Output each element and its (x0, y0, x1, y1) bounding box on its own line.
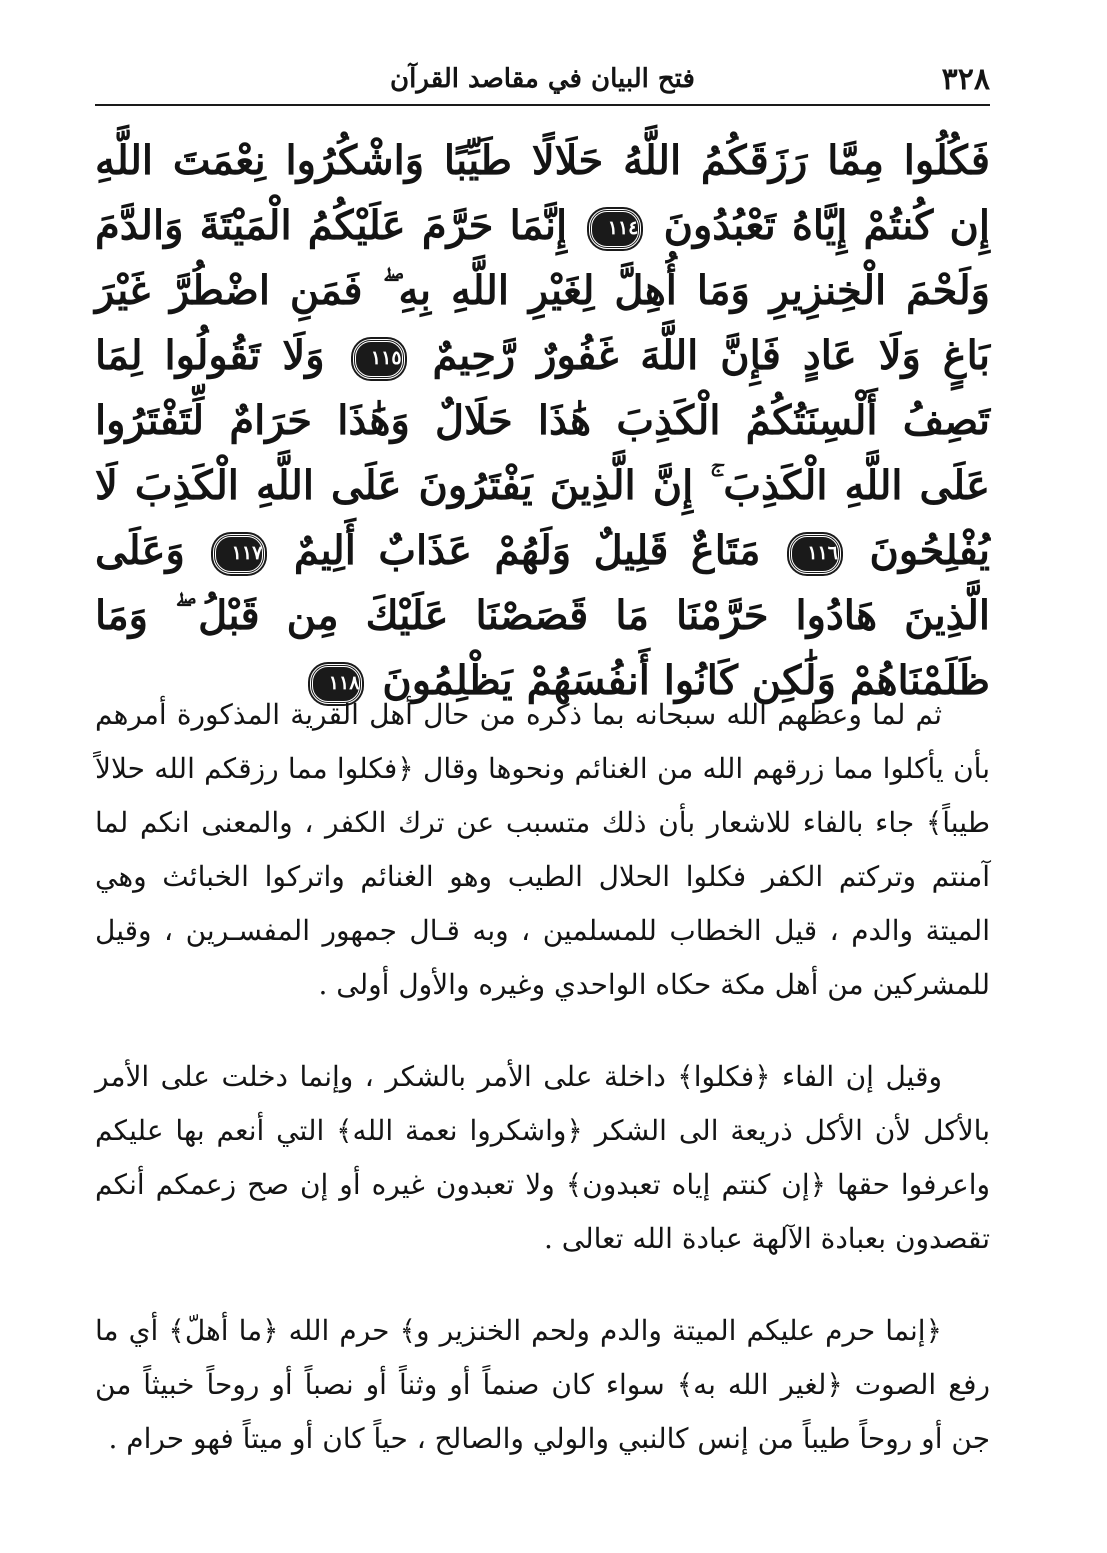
verse-text: وَلَا تَقُولُوا لِمَا تَصِفُ أَلْسِنَتُكُمُ الْكَذِبَ هَٰذَا حَلَالٌ وَهَٰذَا حَرَامٌ لِّتَفْتَرُوا عَلَى اللَّهِ الْكَذِبَ ۚ إِنَّ الَّذِينَ يَفْتَرُونَ عَلَى اللَّهِ الْكَذِبَ لَا يُفْلِحُونَ (95, 332, 990, 574)
ayah-number-marker: ١١٧ (213, 534, 265, 574)
commentary-text: ثم لما وعظهم الله سبحانه بما ذكره من حال أهل القرية المذكورة أمرهم بأن يأكلوا مما زرقهم الله من الغنائم ونحوها وقال ﴿فكلوا مما رزقكم الله حلالاً طيباً﴾ جاء بالفاء للاشعار بأن ذلك متسبب عن ترك الكفر ، والمعنى انكم لما آمنتم وتركتم الكفر فكلوا الحلال الطيب وهو الغنائم واتركوا الخبائث وهي الميتة والدم ، قيل الخطاب للمسلمين ، وبه قـال جمهور المفسـرين ، وقيل للمشركين من أهل مكة حكاه الواحدي وغيره والأول أولى . (95, 698, 990, 1001)
commentary-text: ﴿إنما حرم عليكم الميتة والدم ولحم الخنزير و﴾ حرم الله ﴿ما أهلّ﴾ أي ما رفع الصوت ﴿لغير الله به﴾ سواء كان صنماً أو وثناً أو نصباً أو روحاً خبيثاً من جن أو روحاً طيباً من إنس كالنبي والولي والصالح ، حياً كان أو ميتاً فهو حرام . (95, 1314, 990, 1455)
quran-verses-block (95, 128, 990, 713)
verse-text: مَتَاعٌ قَلِيلٌ وَلَهُمْ عَذَابٌ أَلِيمٌ (293, 527, 761, 574)
commentary-paragraph (95, 688, 990, 1012)
ayah-number-marker: ١١٤ (589, 209, 641, 249)
ayah-number-marker: ١١٨ (310, 664, 362, 704)
page-header (95, 58, 990, 104)
commentary-paragraph (95, 1304, 990, 1466)
verse-text: وَعَلَى الَّذِينَ هَادُوا حَرَّمْنَا مَا قَصَصْنَا عَلَيْكَ مِن قَبْلُ ۖ وَمَا ظَلَمْنَاهُمْ وَلَٰكِن كَانُوا أَنفُسَهُمْ يَظْلِمُونَ (95, 527, 990, 704)
commentary-text: وقيل إن الفاء ﴿فكلوا﴾ داخلة على الأمر بالشكر ، وإنما دخلت على الأمر بالأكل لأن الأكل ذريعة الى الشكر ﴿واشكروا نعمة الله﴾ التي أنعم بها عليكم واعرفوا حقها ﴿إن كنتم إياه تعبدون﴾ ولا تعبدون غيره أو إن صح زعمكم أنكم تقصدون بعبادة الآلهة عبادة الله تعالى . (95, 1060, 990, 1255)
verse-text: فَكُلُوا مِمَّا رَزَقَكُمُ اللَّهُ حَلَالًا طَيِّبًا وَاشْكُرُوا نِعْمَتَ اللَّهِ إِن كُنتُمْ إِيَّاهُ تَعْبُدُونَ (95, 137, 990, 249)
commentary-paragraph (95, 1050, 990, 1266)
ayah-number-marker: ١١٦ (789, 534, 841, 574)
ayah-number-marker: ١١٥ (353, 339, 405, 379)
running-title: فتح البيان في مقاصد القرآن (390, 64, 695, 94)
page-number: ٣٢٨ (941, 62, 990, 97)
verse-text: إِنَّمَا حَرَّمَ عَلَيْكُمُ الْمَيْتَةَ وَالدَّمَ وَلَحْمَ الْخِنزِيرِ وَمَا أُهِلَّ لِغَيْرِ اللَّهِ بِهِ ۖ فَمَنِ اضْطُرَّ غَيْرَ بَاغٍ وَلَا عَادٍ فَإِنَّ اللَّهَ غَفُورٌ رَّحِيمٌ (95, 202, 990, 379)
header-rule (95, 104, 990, 106)
